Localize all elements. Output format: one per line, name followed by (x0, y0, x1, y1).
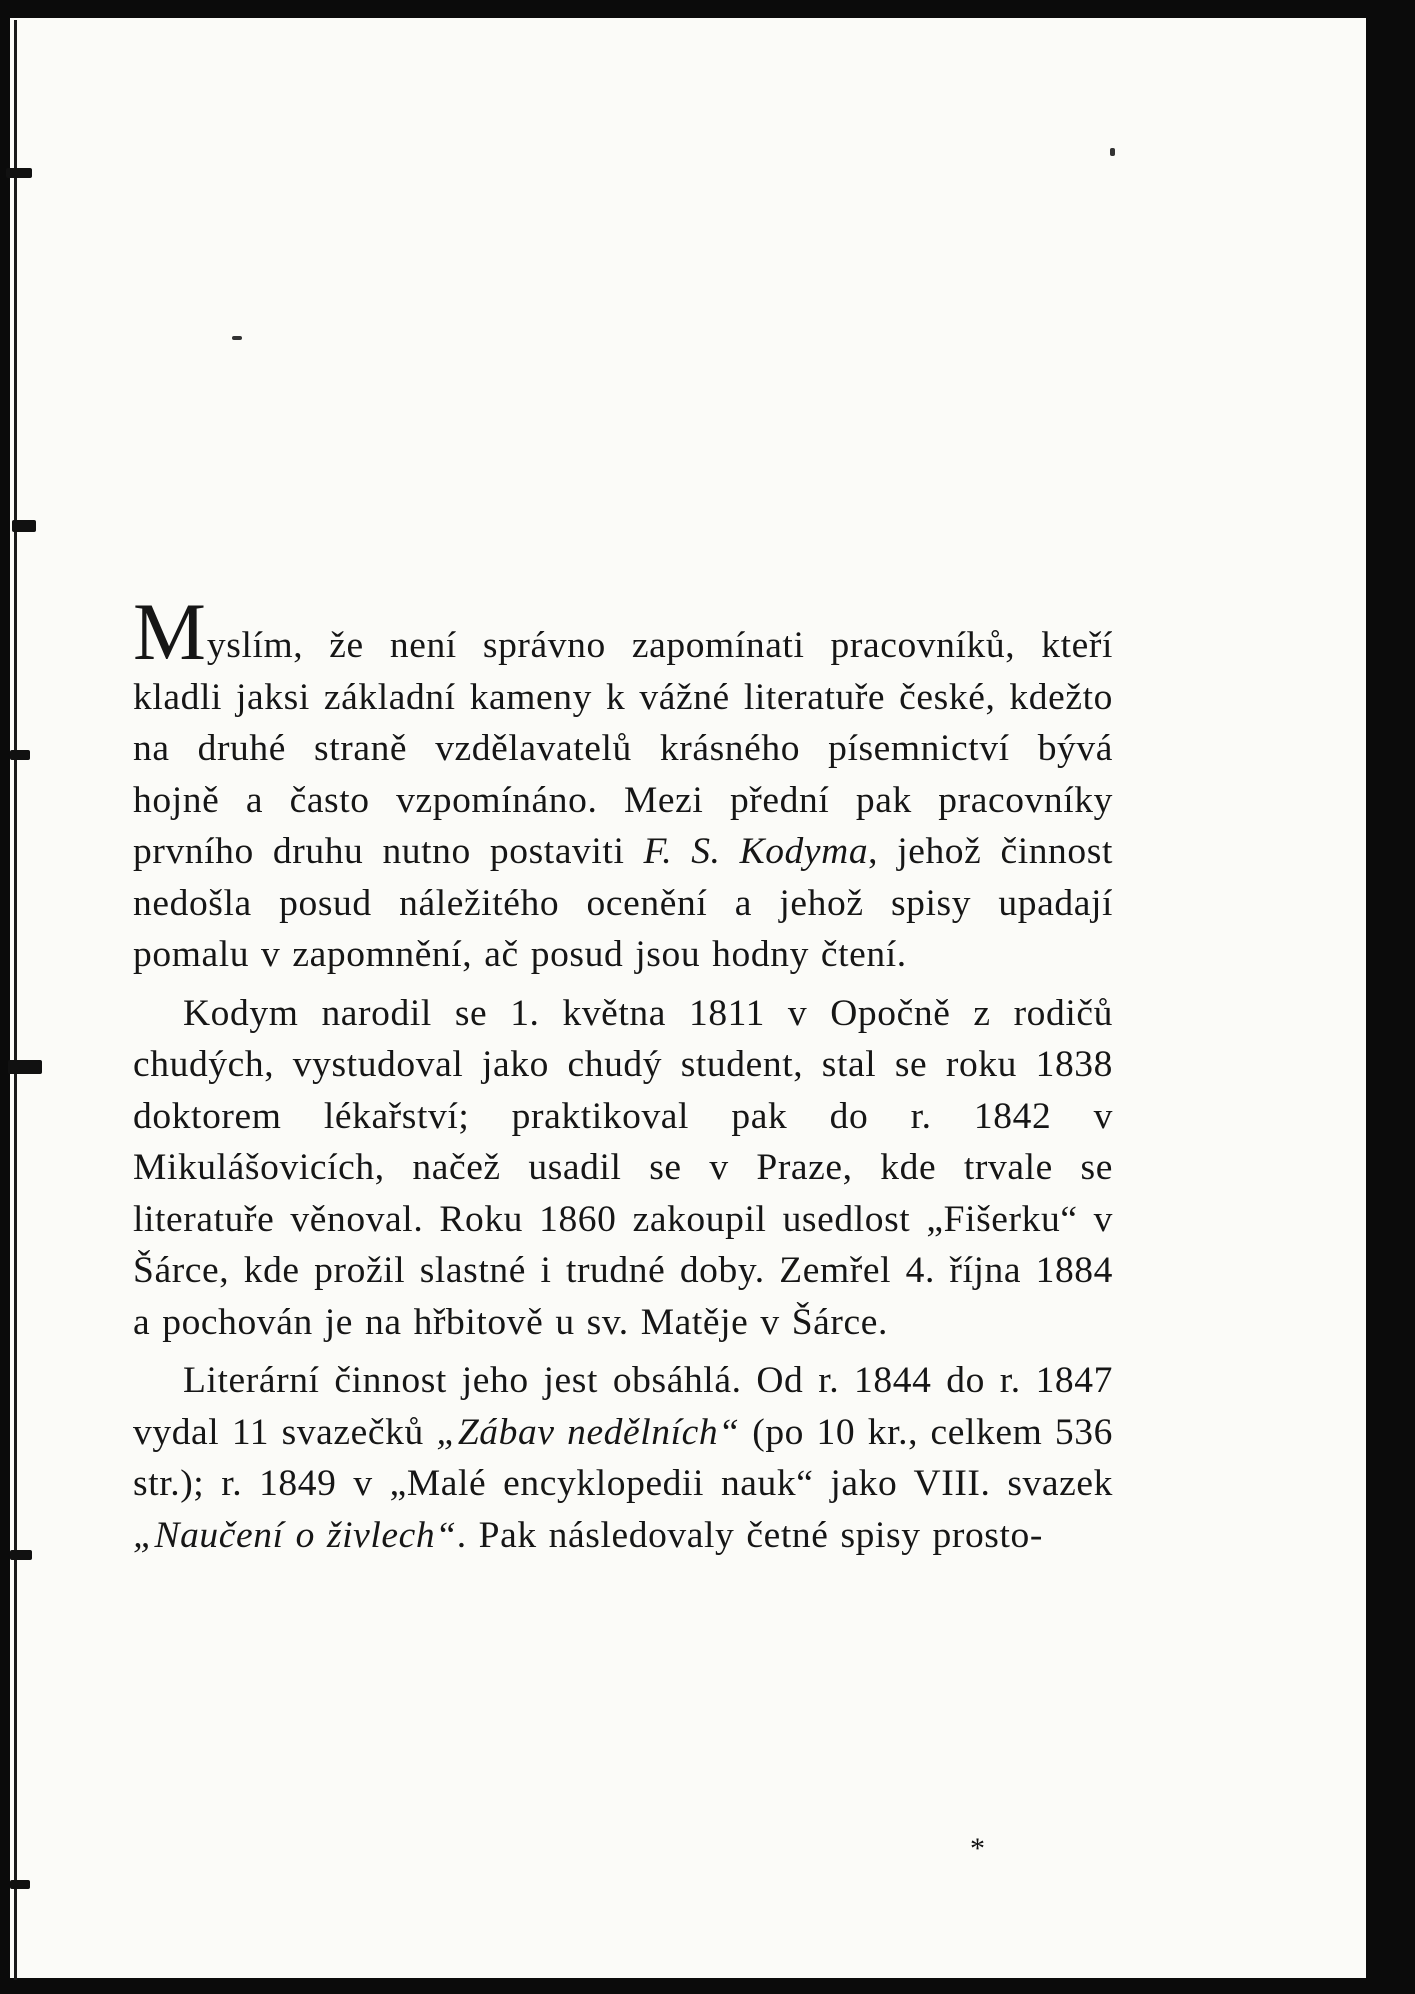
binding-mark (10, 750, 30, 760)
paragraph-text: yslím, že není správno zapomínati pracovníků, kteří kladli jaksi základní kameny k vážné literatuře české, kdežto na druhé straně vzdělavatelů krásného písemnictví bývá hojně a často vzpomínáno. Mezi přední pak pracovníky prvního druhu nutno postaviti (133, 625, 1113, 872)
paragraph-works (133, 1355, 1113, 1561)
binding-edge (14, 20, 17, 1980)
stray-speck (1110, 148, 1115, 156)
paragraph-intro (133, 586, 1113, 981)
binding-mark (10, 1550, 32, 1560)
binding-mark (8, 1060, 42, 1074)
paragraph-text: Kodym narodil se 1. května 1811 v Opočně z rodičů chudých, vystudoval jako chudý student, stal se roku 1838 doktorem lékařství; praktikoval pak do r. 1842 v Mikulášovicích, načež usadil se v Praze, kde trvale se literatuře věnoval. Roku 1860 zakoupil usedlost „Fišerku“ v Šárce, kde prožil slastné i trudné doby. Zemřel 4. října 1884 a pochován je na hřbitově u sv. Matěje v Šárce. (133, 992, 1113, 1343)
body-text (133, 586, 1113, 1561)
work-title: „Naučení o živlech“ (133, 1514, 457, 1556)
paragraph-text: , jehož činnost nedošla posud náležitého ocenění a jehož spisy upadají pomalu v zapomnění, ač posud jsou hodny čtení. (133, 831, 1113, 975)
paragraph-text: Literární činnost jeho jest obsáhlá. Od r. 1844 do r. 1847 vydal 11 svazečků (133, 1360, 1113, 1453)
stray-speck (232, 336, 242, 340)
binding-mark (12, 520, 36, 532)
binding-mark (10, 1880, 30, 1889)
paragraph-biography (133, 988, 1113, 1349)
signature-mark: * (970, 1832, 985, 1865)
binding-mark (6, 168, 32, 178)
drop-cap: M (133, 586, 206, 677)
author-name: F. S. Kodyma (643, 831, 869, 872)
paragraph-text: (po 10 kr., celkem 536 str.); r. 1849 v „Malé encyklopedii nauk“ jako VIII. svazek (133, 1411, 1113, 1504)
work-title: „Zábav nedělních“ (436, 1411, 740, 1453)
paragraph-text: . Pak následovaly četné spisy prosto- (456, 1514, 1043, 1556)
